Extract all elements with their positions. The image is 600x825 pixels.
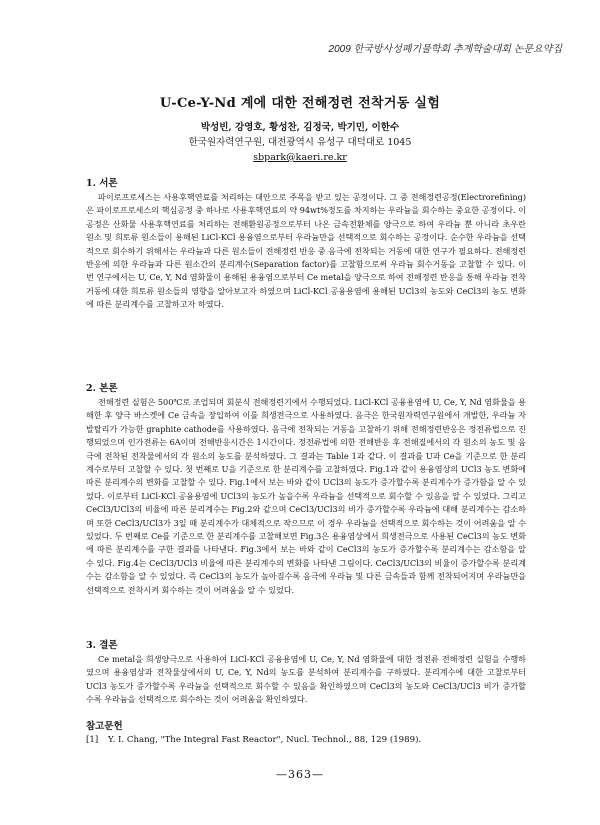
author-names: 박성빈, 강영호, 황성찬, 김정국, 박기민, 이한수 xyxy=(200,122,400,133)
paper-title: U-Ce-Y-Nd 계에 대한 전해정련 전착거동 실험 xyxy=(159,96,441,111)
section-heading: 3. 결론 xyxy=(86,640,118,651)
section-main-body xyxy=(86,380,526,597)
author-block xyxy=(0,120,600,165)
section-conclusion xyxy=(86,637,526,707)
reference-number: [1] xyxy=(86,735,99,745)
section-heading: 1. 서론 xyxy=(86,178,118,189)
reference-text: Y. I. Chang, "The Integral Fast Reactor", Nucl. Technol., 88, 129 (1989). xyxy=(108,735,422,745)
section-body: Ce metal을 희생양극으로 사용하여 LiCl-KCl 공융용염에 U, Ce, Y, Nd 염화물에 대한 정전류 전해정련 실험을 수행하였으며 용융염상과 전착물상에서의 U, Ce, Y, Nd의 농도를 분석하여 분리계수를 구하였다. 분리계수에 대한 고찰로부터 UCl3 농도가 증가할수록 우라늄을 선택적으로 회수할 수 있음을 확인하였으며 CeCl3의 농도와 CeCl3/UCl3 비가 증가할수록 우라늄을 선택적으로 회수하는 것이 어려움을 확인하였다. xyxy=(86,654,526,705)
page-number: —363— xyxy=(276,768,324,781)
section-body: 전해정련 실험은 500℃로 조업되며 회분식 전해정련기에서 수행되었다. LiCl-KCl 공융용염에 U, Ce, Y, Nd 염화물을 용해한 후 양극 바스켓에 Ce 금속을 장입하여 이를 희생전극으로 사용하였다. 음극은 한국원자력연구원에서 개발한, 우라늄 자발탈리가 가능한 graphite cathode를 사용하였다. 음극에 전착되는 거동을 고찰하기 위해 전해정련반응은 정전류법으로 진행되었으며 인가전류는 6A이며 전해반응시간은 1시간이다. 정전류법에 의한 전해반응 후 전해질에서의 각 원소의 농도 및 음극에 전착된 전착물에서의 각 원소의 농도를 분석하였다. 그 결과는 Table 1과 같다. 이 결과를 U과 Ce을 기준으로 한 분리계수로부터 고찰할 수 있다. 첫 번째로 U을 기준으로 한 분리계수를 고찰하였다. Fig.1과 같이 용융염상의 UCl3 농도 변화에 따른 분리계수의 변화를 고찰할 수 있다. Fig.1에서 보는 바와 같이 UCl3의 농도가 증가할수록 분리계수가 증가함을 알 수 있었다. 이로부터 LiCl-KCl 공융용염에 UCl3의 농도가 높을수록 우라늄을 선택적으로 회수할 수 있음을 알 수 있었다. 그리고 CeCl3/UCl3의 비율에 따른 분리계수는 Fig.2와 같으며 CeCl3/UCl3의 비가 증가할수록 우라늄에 대해 분리계수는 감소하며 또한 CeCl3/UCl3가 3일 때 분리계수가 대체적으로 작으므로 이 경우 우라늄을 선택적으로 회수하는 것이 어려움을 알 수 있었다. 두 번째로 Ce를 기준으로 한 분리계수를 고찰해보면 Fig.3은 용융염상에서 희생전극으로 사용된 CeCl3의 농도 변화에 따른 분리계수를 구한 결과를 나타낸다. Fig.3에서 보는 바와 같이 CeCl3의 농도가 증가할수록 분리계수는 감소함을 알 수 있다. Fig.4는 CeCl3/UCl3 비율에 따른 분리계수의 변화를 나타낸 그림이다. CeCl3/UCl3의 비율이 증가할수록 분리계수는 감소함을 알 수 있었다. 즉 CeCl3의 농도가 높아짐수록 음극에 우라늄 및 다른 금속들과 함께 전착되어지며 우라늄만을 선택적으로 전착시켜 회수하는 것이 어려움을 알 수 있었다. xyxy=(86,397,527,595)
author-email[interactable]: sbpark@kaeri.re.kr xyxy=(253,152,347,163)
references-heading: 참고문헌 xyxy=(86,721,123,732)
references-section xyxy=(86,718,526,747)
section-body: 파이로프로세스는 사용후핵연료를 처리하는 대안으로 주목을 받고 있는 공정이다. 그 중 전해정련공정(Electrorefining)은 파이로프로세스의 핵심공정 중 하나로 사용후핵연료의 약 94wt%정도를 차지하는 우라늄을 회수하는 중요한 공정이다. 이 공정은 산화물 사용후핵연료를 처리하는 전해환원공정으로부터 나온 금속전환체를 양극으로 하여 우라늄 뿐 아니라 초우란 원소 및 희토류 원소들이 용해된 LiCl-KCl 용융염으로부터 우라늄만을 선택적으로 회수하는 공정이다. 순수한 우라늄을 선택적으로 회수하기 위해서는 우라늄과 다른 원소들이 전해정련 반응 중 음극에 전착되는 거동에 대한 연구가 필요하다. 전해정련반응에 의한 우라늄과 다른 원소간의 분리계수(Separation factor)를 고찰함으로써 우라늄 회수거동을 고찰할 수 있다. 이번 연구에서는 U, Ce, Y, Nd 염화물이 용해된 용융염으로부터 Ce metal을 양극으로 하여 전해정련 반응을 통해 우라늄 전착거동에 대한 희토류 원소들의 영향을 알아보고자 하였으며 LiCl-KCl 공융용염에 용해된 UCl3의 농도와 CeCl3의 농도 변화에 따른 분리계수를 고찰하고자 하였다. xyxy=(86,192,526,310)
reference-item xyxy=(86,734,526,747)
author-affiliation: 한국원자력연구원, 대전광역시 유성구 대덕대로 1045 xyxy=(188,137,412,148)
section-heading: 2. 본론 xyxy=(86,383,118,394)
conference-header: 2009 한국방사성폐기물학회 추계학술대회 논문요약집 xyxy=(328,44,562,55)
section-introduction xyxy=(86,175,526,312)
